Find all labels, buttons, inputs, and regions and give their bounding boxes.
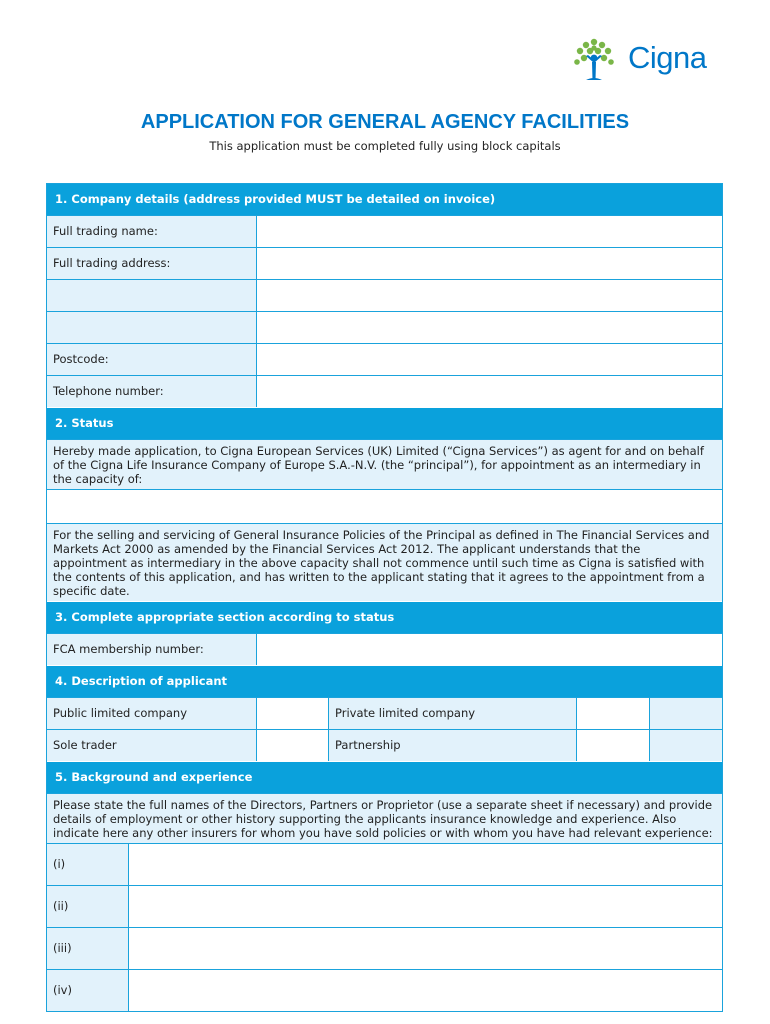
partnership-checkbox[interactable] — [577, 730, 650, 761]
fca-row — [47, 633, 722, 665]
postcode-row — [47, 343, 722, 375]
page-subtitle: This application must be completed fully using block capitals — [209, 139, 561, 153]
trading-address-label: Full trading address: — [47, 248, 257, 279]
telephone-label: Telephone number: — [47, 376, 257, 407]
section-4-heading: 4. Description of applicant — [47, 665, 722, 697]
sole-trader-label: Sole trader — [47, 730, 257, 761]
spacer-cell — [650, 698, 722, 729]
fca-number-label: FCA membership number: — [47, 634, 257, 665]
fca-number-field[interactable] — [257, 634, 722, 665]
trading-name-field[interactable] — [257, 216, 722, 247]
sole-trader-checkbox[interactable] — [257, 730, 329, 761]
applicant-type-row-1 — [47, 697, 722, 729]
section-5-heading: 5. Background and experience — [47, 761, 722, 793]
public-limited-company-checkbox[interactable] — [257, 698, 329, 729]
background-row-label: (iv) — [47, 970, 129, 1011]
trading-name-label: Full trading name: — [47, 216, 257, 247]
telephone-row — [47, 375, 722, 407]
section-3-heading: 3. Complete appropriate section according to status — [47, 601, 722, 633]
background-row-ii — [47, 885, 722, 927]
section-2-heading: 2. Status — [47, 407, 722, 439]
address-label-blank — [47, 280, 257, 311]
background-row-iv — [47, 969, 722, 1011]
private-limited-company-checkbox[interactable] — [577, 698, 650, 729]
public-limited-company-label: Public limited company — [47, 698, 257, 729]
application-form — [46, 183, 723, 1012]
background-row-i — [47, 843, 722, 885]
status-intro-text: Hereby made application, to Cigna European Services (UK) Limited (“Cigna Services”) as agent for and on behalf of the Cigna Life Insurance Company of Europe S.A.-N.V. (the “principal”), for appointment as an intermediary in the capacity of: — [47, 439, 722, 489]
background-row-iii — [47, 927, 722, 969]
background-row-label: (i) — [47, 844, 129, 885]
brand-name: Cigna — [628, 40, 707, 75]
trading-name-row — [47, 215, 722, 247]
status-terms-text: For the selling and servicing of General Insurance Policies of the Principal as defined in The Financial Services and Markets Act 2000 as amended by the Financial Services Act 2012. The applicant understands that the appointment as intermediary in the above capacity shall not commence until such time as Cigna is satisfied with the contents of this application, and has written to the applicant stating that it agrees to the appointment from a specific date. — [47, 523, 722, 601]
trading-address-field-1[interactable] — [257, 248, 722, 279]
postcode-field[interactable] — [257, 344, 722, 375]
background-instructions-text: Please state the full names of the Directors, Partners or Proprietor (use a separate sheet if necessary) and provide details of employment or other history supporting the applicants insurance knowledge and experience. Also indicate here any other insurers for whom you have sold policies or with whom you have had relevant experience: — [47, 793, 722, 843]
applicant-type-row-2 — [47, 729, 722, 761]
address-label-blank — [47, 312, 257, 343]
background-row-label: (ii) — [47, 886, 129, 927]
trading-address-field-3[interactable] — [257, 312, 722, 343]
trading-address-field-2[interactable] — [257, 280, 722, 311]
telephone-field[interactable] — [257, 376, 722, 407]
trading-address-row-3 — [47, 311, 722, 343]
background-field-i[interactable] — [129, 844, 722, 885]
postcode-label: Postcode: — [47, 344, 257, 375]
capacity-field[interactable] — [47, 489, 722, 523]
background-field-iv[interactable] — [129, 970, 722, 1011]
background-field-iii[interactable] — [129, 928, 722, 969]
trading-address-row-2 — [47, 279, 722, 311]
background-row-label: (iii) — [47, 928, 129, 969]
page-title: APPLICATION FOR GENERAL AGENCY FACILITIES — [140, 111, 630, 133]
partnership-label: Partnership — [329, 730, 577, 761]
background-field-ii[interactable] — [129, 886, 722, 927]
trading-address-row — [47, 247, 722, 279]
section-1-heading: 1. Company details (address provided MUST be detailed on invoice) — [47, 184, 722, 215]
spacer-cell — [650, 730, 722, 761]
private-limited-company-label: Private limited company — [329, 698, 577, 729]
